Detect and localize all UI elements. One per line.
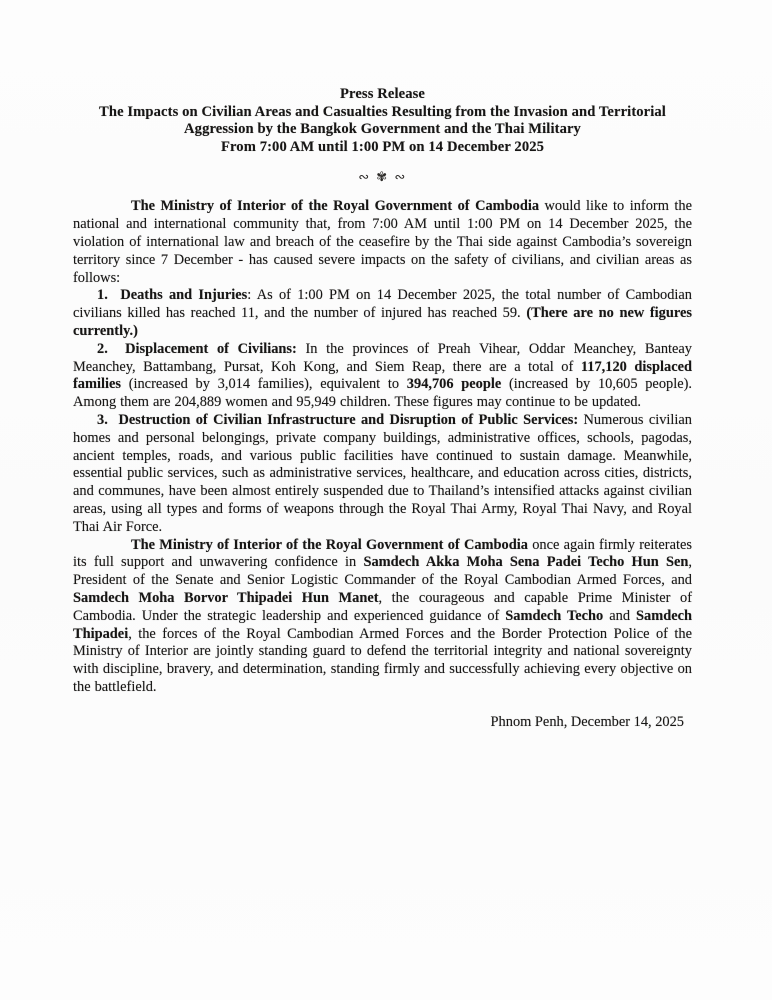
document-title-line-2: Aggression by the Bangkok Government and the Thai Military: [184, 121, 581, 138]
paragraph-intro: The Ministry of Interior of the Royal Government of Cambodia would like to inform the national and international community that, from 7:00 AM until 1:00 PM on 14 December 2025, the violation of international law and breach of the ceasefire by the Thai side against Cambodia’s sovereign territory since 7 December - has caused severe impacts on the safety of civilians, and civilian areas as follows:: [73, 198, 692, 286]
list-item-displacement-of-civilians: 2. Displacement of Civilians: In the provinces of Preah Vihear, Oddar Meanchey, Banteay Meanchey, Battambang, Pursat, Koh Kong, and Siem Reap, there are a total of 117,120 displaced families (increased by 3,014 families), equivalent to 394,706 people (increased by 10,605 people). Among them are 204,889 women and 95,949 children. These figures may continue to be updated.: [73, 340, 693, 411]
paragraph-closing: The Ministry of Interior of the Royal Government of Cambodia once again firmly reiterates its full support and unwavering confidence in Samdech Akka Moha Sena Padei Techo Hun Sen, President of the Senate and Senior Logistic Commander of the Royal Cambodian Armed Forces, and Samdech Moha Borvor Thipadei Hun Manet, the courageous and capable Prime Minister of Cambodia. Under the strategic leadership and experienced guidance of Samdech Techo and Samdech Thipadei, the forces of the Royal Cambodian Armed Forces and the Border Protection Police of the Ministry of Interior are jointly standing guard to defend the territorial integrity and national sovereignty with discipline, bravery, and determination, standing firmly and successfully achieving every objective on the battlefield.: [73, 536, 692, 695]
document-body: [73, 198, 692, 696]
dateline: Phnom Penh, December 14, 2025: [490, 714, 684, 731]
ornament-divider: ∾ ✾ ∾: [358, 169, 407, 185]
document-content: [73, 86, 692, 732]
list-item-deaths-and-injuries: 1. Deaths and Injuries: As of 1:00 PM on 14 December 2025, the total number of Cambodian civilians killed has reached 11, and the number of injured has reached 59. (There are no new figures currently.): [73, 287, 692, 339]
document-title-line-1: The Impacts on Civilian Areas and Casualties Resulting from the Invasion and Territorial: [99, 103, 666, 120]
document-kicker: Press Release: [340, 86, 425, 102]
list-item-destruction-of-infrastructure: 3. Destruction of Civilian Infrastructure and Disruption of Public Services: Numerous civilian homes and personal belongings, private company buildings, administrative offices, schools, pagodas, ancient temples, roads, and various public facilities have continued to sustain damage. Meanwhile, essential public services, such as administrative services, healthcare, and education across cities, districts, and communes, have been almost entirely suspended due to Thailand’s intensified attacks against civilian areas, using all types and forms of weapons through the Royal Thai Army, Royal Thai Navy, and Royal Thai Air Force.: [73, 411, 692, 535]
document-title-line-3: From 7:00 AM until 1:00 PM on 14 December 2025: [220, 138, 545, 155]
